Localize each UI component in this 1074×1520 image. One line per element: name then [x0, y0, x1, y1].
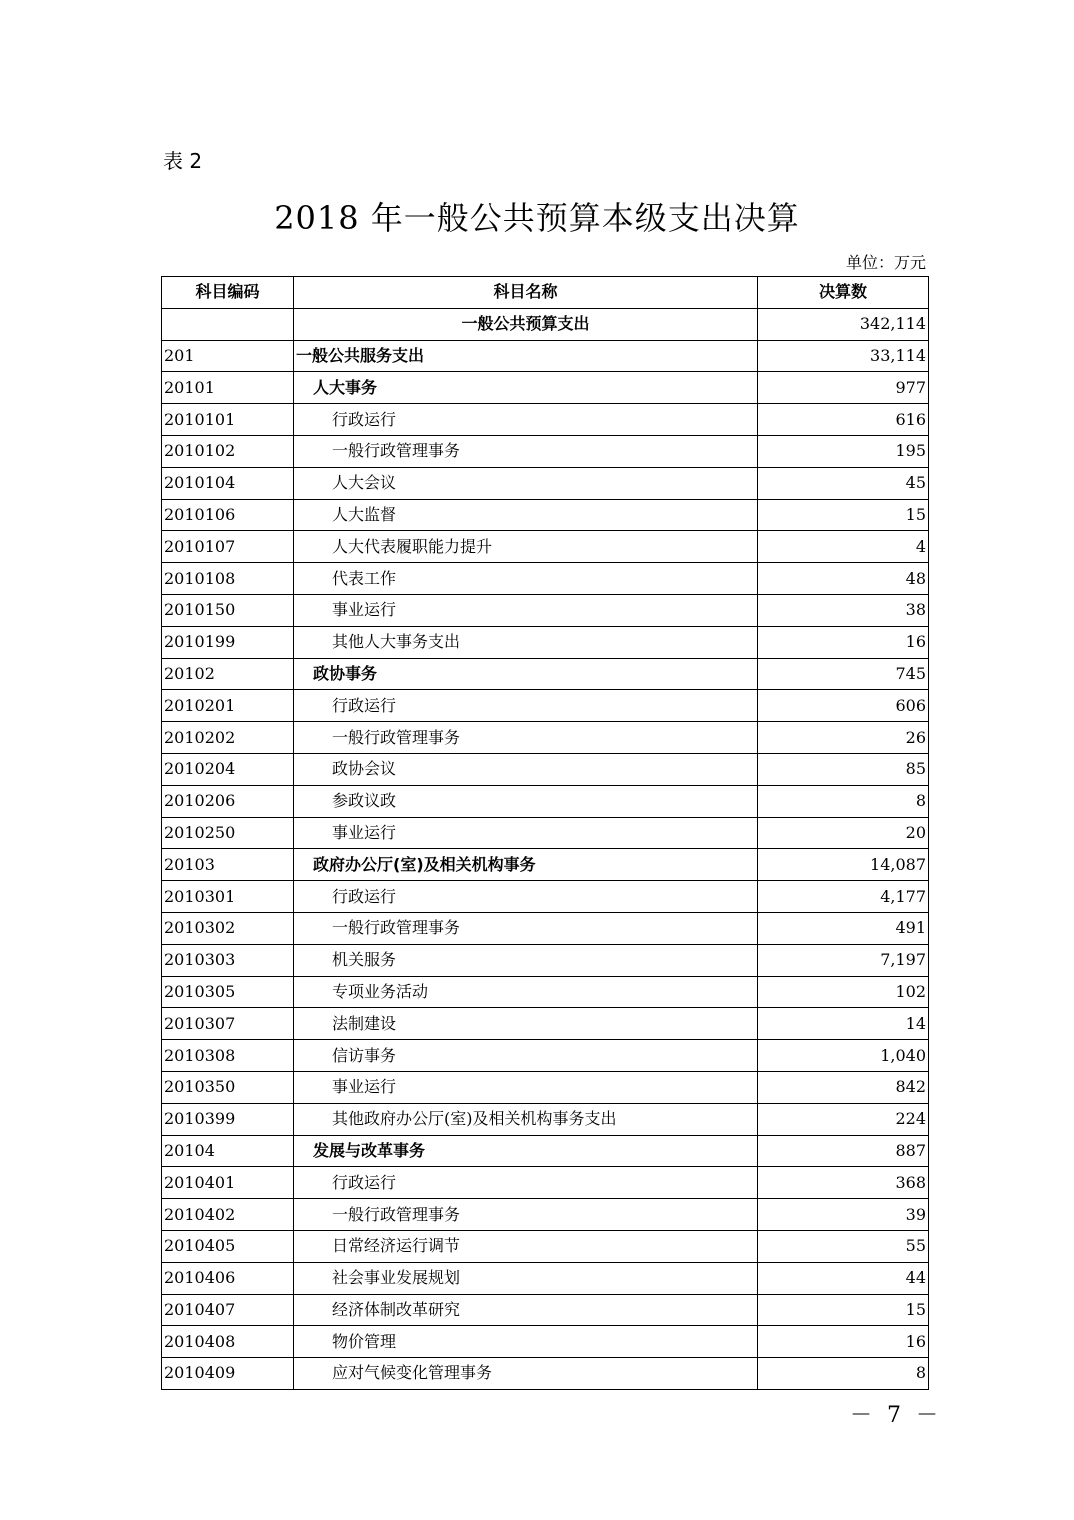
final-amount-cell: 8 — [758, 785, 929, 817]
final-amount-cell: 7,197 — [758, 944, 929, 976]
final-amount-cell: 44 — [758, 1262, 929, 1294]
subject-code-cell: 2010305 — [162, 976, 294, 1008]
final-amount-cell: 14,087 — [758, 849, 929, 881]
subject-name-cell: 一般行政管理事务 — [294, 912, 758, 944]
subject-name-cell: 事业运行 — [294, 594, 758, 626]
table-row — [162, 340, 929, 372]
table-row — [162, 1294, 929, 1326]
subject-code-cell: 20104 — [162, 1135, 294, 1167]
table-row — [162, 531, 929, 563]
subject-name-cell: 事业运行 — [294, 817, 758, 849]
table-row — [162, 849, 929, 881]
page-number: － 7 － — [850, 1403, 942, 1428]
table-row — [162, 1040, 929, 1072]
final-amount-cell: 887 — [758, 1135, 929, 1167]
subject-name-cell: 一般行政管理事务 — [294, 722, 758, 754]
subject-code-cell: 2010407 — [162, 1294, 294, 1326]
subject-name-cell: 物价管理 — [294, 1326, 758, 1358]
subject-code-cell: 2010101 — [162, 404, 294, 436]
final-amount-cell: 1,040 — [758, 1040, 929, 1072]
final-amount-cell: 26 — [758, 722, 929, 754]
table-row — [162, 372, 929, 404]
final-amount-cell: 4 — [758, 531, 929, 563]
subject-code-cell: 2010102 — [162, 435, 294, 467]
table-row — [162, 1262, 929, 1294]
subject-code-cell: 2010106 — [162, 499, 294, 531]
subject-name-cell: 其他人大事务支出 — [294, 626, 758, 658]
final-amount-cell: 38 — [758, 594, 929, 626]
table-row — [162, 753, 929, 785]
final-amount-cell: 102 — [758, 976, 929, 1008]
final-amount-cell: 4,177 — [758, 881, 929, 913]
subject-code-cell: 2010206 — [162, 785, 294, 817]
table-row — [162, 817, 929, 849]
final-amount-cell: 491 — [758, 912, 929, 944]
subject-name-cell: 行政运行 — [294, 404, 758, 436]
subject-name-cell: 人大会议 — [294, 467, 758, 499]
subject-name-cell: 行政运行 — [294, 690, 758, 722]
unit-label: 单位：万元 — [845, 253, 926, 272]
subject-name-cell: 人大代表履职能力提升 — [294, 531, 758, 563]
final-amount-cell: 616 — [758, 404, 929, 436]
subject-code-cell: 2010104 — [162, 467, 294, 499]
subject-code-cell: 2010108 — [162, 563, 294, 595]
final-amount-cell: 342,114 — [758, 308, 929, 340]
final-amount-cell: 745 — [758, 658, 929, 690]
table-row — [162, 308, 929, 340]
subject-name-cell: 发展与改革事务 — [294, 1135, 758, 1167]
subject-name-cell: 机关服务 — [294, 944, 758, 976]
subject-code-cell: 2010308 — [162, 1040, 294, 1072]
subject-code-cell: 2010303 — [162, 944, 294, 976]
subject-name-cell: 政协事务 — [294, 658, 758, 690]
final-amount-cell: 368 — [758, 1167, 929, 1199]
table-row — [162, 785, 929, 817]
final-amount-cell: 33,114 — [758, 340, 929, 372]
subject-name-cell: 行政运行 — [294, 1167, 758, 1199]
subject-name-cell: 代表工作 — [294, 563, 758, 595]
table-row — [162, 944, 929, 976]
table-row — [162, 658, 929, 690]
final-amount-cell: 8 — [758, 1358, 929, 1390]
table-row — [162, 626, 929, 658]
final-amount-cell: 606 — [758, 690, 929, 722]
final-amount-cell: 195 — [758, 435, 929, 467]
table-body — [162, 308, 929, 1389]
table-row — [162, 1135, 929, 1167]
final-amount-cell: 20 — [758, 817, 929, 849]
subject-name-cell: 其他政府办公厅(室)及相关机构事务支出 — [294, 1103, 758, 1135]
subject-code-cell: 2010301 — [162, 881, 294, 913]
subject-code-cell: 2010405 — [162, 1230, 294, 1262]
subject-name-cell: 行政运行 — [294, 881, 758, 913]
budget-table — [161, 276, 929, 1390]
final-amount-cell: 16 — [758, 626, 929, 658]
table-row — [162, 1230, 929, 1262]
document-title: 2018 年一般公共预算本级支出决算 — [274, 199, 800, 237]
subject-name-cell: 人大事务 — [294, 372, 758, 404]
final-amount-cell: 842 — [758, 1071, 929, 1103]
table-row — [162, 881, 929, 913]
table-row — [162, 912, 929, 944]
subject-code-cell: 20102 — [162, 658, 294, 690]
table-row — [162, 1103, 929, 1135]
subject-code-cell: 2010408 — [162, 1326, 294, 1358]
subject-code-cell: 2010150 — [162, 594, 294, 626]
table-row — [162, 594, 929, 626]
final-amount-cell: 14 — [758, 1008, 929, 1040]
subject-code-cell: 2010307 — [162, 1008, 294, 1040]
table-row — [162, 1358, 929, 1390]
table-row — [162, 467, 929, 499]
subject-name-cell: 社会事业发展规划 — [294, 1262, 758, 1294]
subject-code-cell: 2010402 — [162, 1199, 294, 1231]
table-row — [162, 563, 929, 595]
subject-name-cell: 参政议政 — [294, 785, 758, 817]
subject-code-cell: 2010250 — [162, 817, 294, 849]
table-row — [162, 976, 929, 1008]
final-amount-cell: 977 — [758, 372, 929, 404]
subject-name-cell: 信访事务 — [294, 1040, 758, 1072]
final-amount-cell: 48 — [758, 563, 929, 595]
subject-name-cell: 一般公共服务支出 — [294, 340, 758, 372]
subject-name-cell: 日常经济运行调节 — [294, 1230, 758, 1262]
final-amount-cell: 39 — [758, 1199, 929, 1231]
final-amount-cell: 45 — [758, 467, 929, 499]
column-header-code: 科目编码 — [162, 277, 294, 309]
subject-code-cell: 2010350 — [162, 1071, 294, 1103]
subject-code-cell: 201 — [162, 340, 294, 372]
final-amount-cell: 85 — [758, 753, 929, 785]
table-row — [162, 1008, 929, 1040]
table-label: 表 2 — [163, 149, 203, 173]
table-row — [162, 404, 929, 436]
subject-code-cell: 20103 — [162, 849, 294, 881]
table-row — [162, 499, 929, 531]
subject-code-cell: 2010199 — [162, 626, 294, 658]
column-header-name: 科目名称 — [294, 277, 758, 309]
subject-code-cell — [162, 308, 294, 340]
subject-name-cell: 一般行政管理事务 — [294, 435, 758, 467]
table-row — [162, 1167, 929, 1199]
final-amount-cell: 55 — [758, 1230, 929, 1262]
subject-code-cell: 2010401 — [162, 1167, 294, 1199]
subject-name-cell: 专项业务活动 — [294, 976, 758, 1008]
table-row — [162, 1199, 929, 1231]
final-amount-cell: 15 — [758, 1294, 929, 1326]
final-amount-cell: 224 — [758, 1103, 929, 1135]
table-row — [162, 435, 929, 467]
subject-name-cell: 应对气候变化管理事务 — [294, 1358, 758, 1390]
subject-name-cell: 人大监督 — [294, 499, 758, 531]
subject-code-cell: 2010202 — [162, 722, 294, 754]
subject-name-cell: 政府办公厅(室)及相关机构事务 — [294, 849, 758, 881]
subject-code-cell: 2010406 — [162, 1262, 294, 1294]
subject-code-cell: 2010399 — [162, 1103, 294, 1135]
final-amount-cell: 15 — [758, 499, 929, 531]
subject-code-cell: 20101 — [162, 372, 294, 404]
subject-name-cell: 法制建设 — [294, 1008, 758, 1040]
subject-code-cell: 2010107 — [162, 531, 294, 563]
subject-name-cell: 一般公共预算支出 — [294, 308, 758, 340]
subject-code-cell: 2010201 — [162, 690, 294, 722]
table-row — [162, 722, 929, 754]
table-row — [162, 1071, 929, 1103]
subject-code-cell: 2010302 — [162, 912, 294, 944]
final-amount-cell: 16 — [758, 1326, 929, 1358]
column-header-amount: 决算数 — [758, 277, 929, 309]
table-row — [162, 690, 929, 722]
subject-code-cell: 2010409 — [162, 1358, 294, 1390]
subject-name-cell: 经济体制改革研究 — [294, 1294, 758, 1326]
table-row — [162, 1326, 929, 1358]
header-row — [162, 277, 929, 309]
table-header — [162, 277, 929, 309]
subject-name-cell: 事业运行 — [294, 1071, 758, 1103]
subject-name-cell: 政协会议 — [294, 753, 758, 785]
subject-name-cell: 一般行政管理事务 — [294, 1199, 758, 1231]
subject-code-cell: 2010204 — [162, 753, 294, 785]
